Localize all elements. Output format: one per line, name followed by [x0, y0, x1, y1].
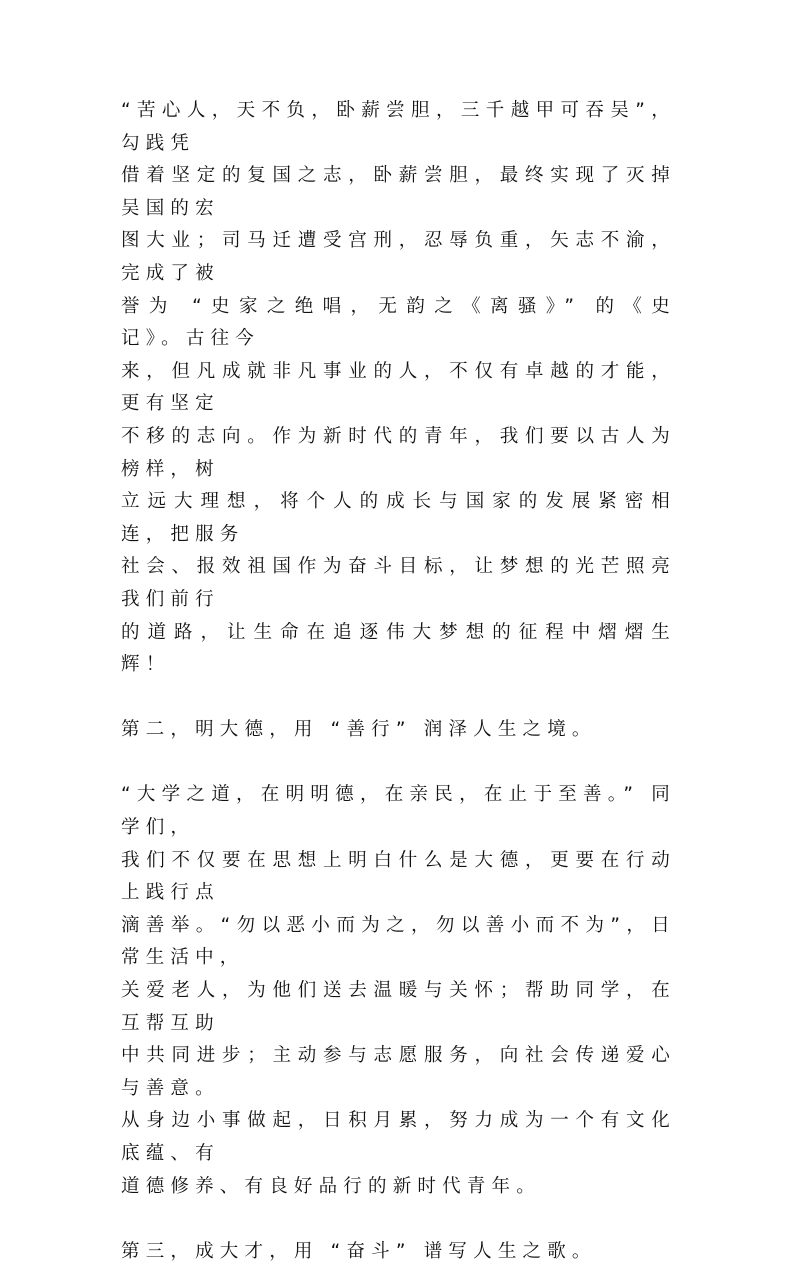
text-line: 借着坚定的复国之志，卧薪尝胆，最终实现了灭掉吴国的宏 [121, 165, 676, 219]
section-heading-talent [121, 1236, 676, 1268]
text-line: 滴善举。“勿以恶小而为之，勿以善小而不为”，日常生活中， [121, 914, 676, 969]
heading-line: 第二，明大德，用 “善行” 润泽人生之境。 [121, 719, 597, 741]
text-line: 我们不仅要在思想上明白什么是大德，更要在行动上践行点 [121, 849, 676, 904]
text-line: 社会、报效祖国作为奋斗目标，让梦想的光芒照亮我们前行 [121, 556, 676, 610]
text-line: 中共同进步；主动参与志愿服务，向社会传递爱心与善意。 [121, 1045, 676, 1099]
text-line: 来，但凡成就非凡事业的人，不仅有卓越的才能，更有坚定 [121, 360, 676, 415]
paragraph-spacer [121, 682, 676, 715]
text-line: 不移的志向。作为新时代的青年，我们要以古人为榜样，树 [121, 425, 676, 480]
text-line: “苦心人，天不负，卧薪尝胆，三千越甲可吞吴”，勾践凭 [121, 100, 676, 154]
text-line: 誉为 “史家之绝唱，无韵之《离骚》” 的《史记》。古往今 [121, 295, 676, 350]
paragraph-spacer [121, 1203, 676, 1236]
text-line: 图大业；司马迁遭受宫刑，忍辱负重，矢志不渝，完成了被 [121, 230, 676, 284]
text-line: 立远大理想，将个人的成长与国家的发展紧密相连，把服务 [121, 491, 676, 545]
heading-line: 第三，成大才，用 “奋斗” 谱写人生之歌。 [121, 1240, 597, 1262]
paragraph-spacer [121, 747, 676, 780]
text-line: 道德修养、有良好品行的新时代青年。 [121, 1175, 541, 1197]
document-body [121, 95, 676, 1268]
text-line: 的道路，让生命在追逐伟大梦想的征程中熠熠生辉！ [121, 621, 676, 676]
text-line: “大学之道，在明明德，在亲民，在止于至善。” 同学们， [121, 784, 676, 839]
text-line: 从身边小事做起，日积月累，努力成为一个有文化底蕴、有 [121, 1110, 676, 1164]
paragraph-ambition [121, 95, 676, 682]
paragraph-virtue [121, 779, 676, 1203]
text-line: 关爱老人，为他们送去温暖与关怀；帮助同学，在互帮互助 [121, 980, 676, 1034]
section-heading-virtue [121, 714, 676, 747]
